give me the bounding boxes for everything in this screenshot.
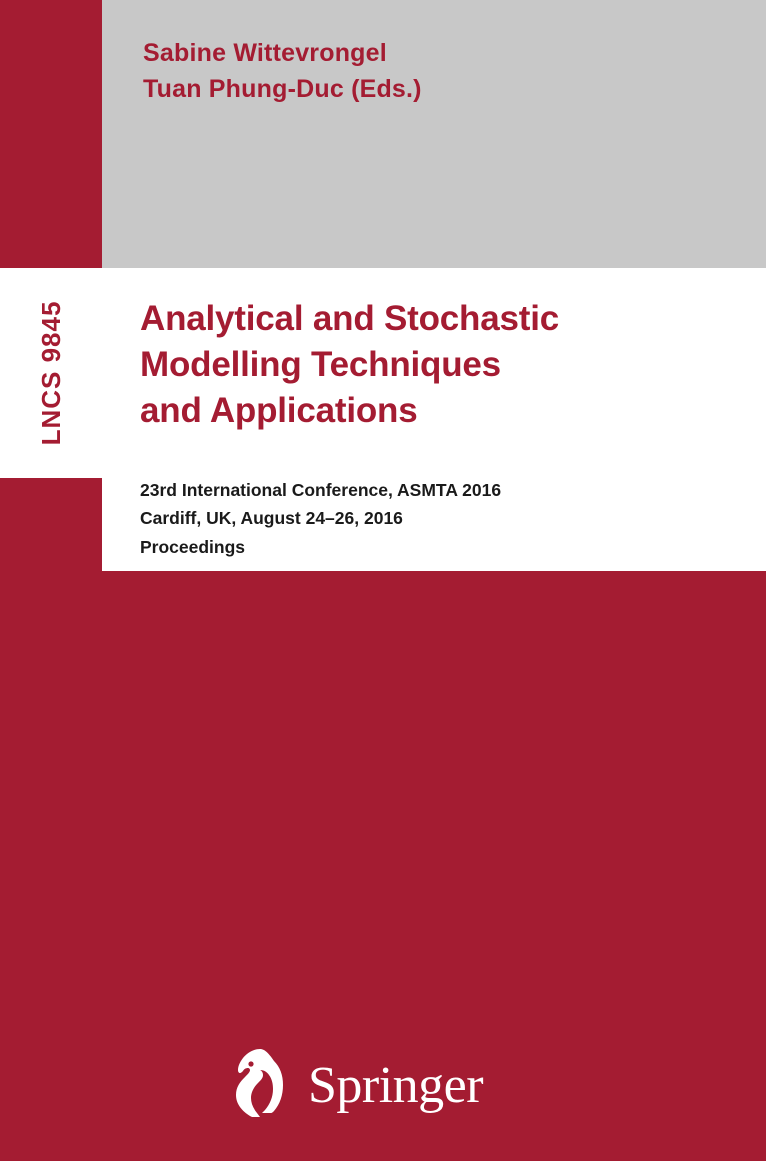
- page-title: [140, 296, 740, 435]
- publisher-lockup: [230, 1047, 483, 1125]
- editor-name: Tuan Phung-Duc (Eds.): [143, 74, 422, 103]
- spine-band-top: [0, 0, 102, 268]
- springer-knight-icon: [230, 1047, 292, 1125]
- subtitle-line: 23rd International Conference, ASMTA 2016: [140, 480, 502, 500]
- title-panel: [102, 268, 766, 571]
- editors-block: [143, 36, 703, 107]
- subtitle-block: [140, 476, 740, 561]
- publisher-name: Springer: [308, 1057, 484, 1114]
- series-number-label: LNCS 9845: [35, 300, 66, 446]
- title-line: Modelling Techniques: [140, 345, 501, 385]
- subtitle-line: Proceedings: [140, 536, 246, 557]
- title-line: and Applications: [140, 391, 418, 431]
- editor-name: Sabine Wittevrongel: [143, 39, 387, 67]
- spine-band-bottom: [0, 478, 102, 1161]
- lower-color-block: [102, 571, 766, 1161]
- subtitle-line: Cardiff, UK, August 24–26, 2016: [140, 508, 403, 529]
- title-line: Analytical and Stochastic: [140, 299, 560, 338]
